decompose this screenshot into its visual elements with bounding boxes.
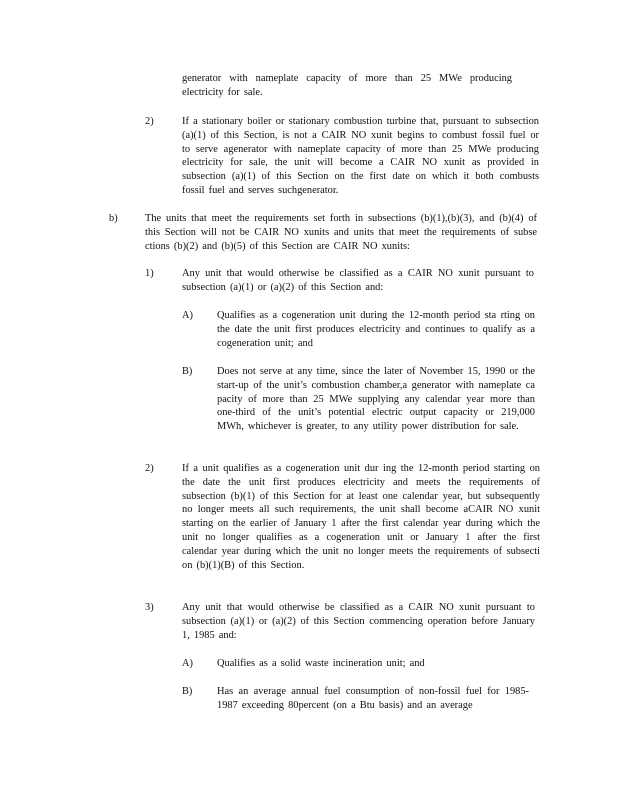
item-b-marker: b) bbox=[109, 213, 118, 224]
item-b3-marker: 3) bbox=[145, 602, 154, 613]
item-b3-paragraph bbox=[182, 601, 535, 642]
item-b2-paragraph bbox=[182, 462, 540, 572]
item-b1A-paragraph bbox=[217, 309, 535, 350]
continuation-paragraph bbox=[182, 72, 512, 100]
item-b2-marker: 2) bbox=[145, 463, 154, 474]
item-a2-text: If a stationary boiler or stationary combustion turbine that, pursuant to subsection (a)(1) of this Section, is not a CAIR NO xunit begins to combust fossil fuel or to serve agenerator with nameplate capacity of more than 25 MWe producing electricity for sale, the unit will become a CAIR NO xunit as provided in subsection (a)(1) of this Section on the first date on which it both combusts fossil fuel and serves suchgenerator. bbox=[182, 116, 539, 196]
item-a2-marker: 2) bbox=[145, 116, 154, 127]
item-b-text: The units that meet the requirements set forth in subsections (b)(1),(b)(3), and (b)(4) of this Section will not be CAIR NO xunits and units that meet the requirements of subse ctions (b)(2) and (b)(5) of this Section are CAIR NO xunits: bbox=[145, 213, 537, 252]
item-b3A-paragraph bbox=[217, 657, 535, 671]
continuation-text: generator with nameplate capacity of more than 25 MWe producing electricity for sale. bbox=[182, 73, 512, 98]
item-b1B-paragraph bbox=[217, 365, 535, 434]
item-b1-marker: 1) bbox=[145, 268, 154, 279]
item-b3B-text: Has an average annual fuel consumption of non-fossil fuel for 1985-1987 exceeding 80percent (on a Btu basis) and an average bbox=[217, 686, 529, 711]
item-b1-paragraph bbox=[182, 267, 534, 295]
item-b1A-marker: A) bbox=[182, 310, 193, 321]
item-b3B-marker: B) bbox=[182, 686, 193, 697]
item-b-paragraph bbox=[145, 212, 537, 253]
item-b1A-text: Qualifies as a cogeneration unit during the 12-month period sta rting on the date the unit first produces electricity and continues to qualify as a cogeneration unit; and bbox=[217, 310, 535, 349]
item-a2-paragraph bbox=[182, 115, 539, 198]
item-b3-text: Any unit that would otherwise be classified as a CAIR NO xunit pursuant to subsection (a)(1) or (a)(2) of this Section commencing operation before January 1, 1985 and: bbox=[182, 602, 535, 641]
item-b2-text: If a unit qualifies as a cogeneration unit dur ing the 12-month period starting on the date the unit first produces electricity and meets the requirements of subsection (b)(1) of this Section for at least one calendar year, but subsequently no longer meets all such requirements, the unit shall become aCAIR NO xunit starting on the earlier of January 1 after the first calendar year during which the unit no longer qualifies as a cogeneration unit or January 1 after the first calendar year during which the unit no longer meets the requirements of subsecti on (b)(1)(B) of this Section. bbox=[182, 463, 540, 571]
item-b3A-text: Qualifies as a solid waste incineration unit; and bbox=[217, 658, 425, 669]
item-b3A-marker: A) bbox=[182, 658, 193, 669]
item-b1B-text: Does not serve at any time, since the later of November 15, 1990 or the start-up of the unit’s combustion chamber,a generator with nameplate ca pacity of more than 25 MWe supplying any calendar year more than one-third of the unit’s potential electric output capacity or 219,000 MWh, whichever is greater, to any utility power distribution for sale. bbox=[217, 366, 535, 433]
item-b1-text: Any unit that would otherwise be classified as a CAIR NO xunit pursuant to subsection (a)(1) or (a)(2) of this Section and: bbox=[182, 268, 534, 293]
item-b1B-marker: B) bbox=[182, 366, 193, 377]
item-b3B-paragraph bbox=[217, 685, 529, 713]
